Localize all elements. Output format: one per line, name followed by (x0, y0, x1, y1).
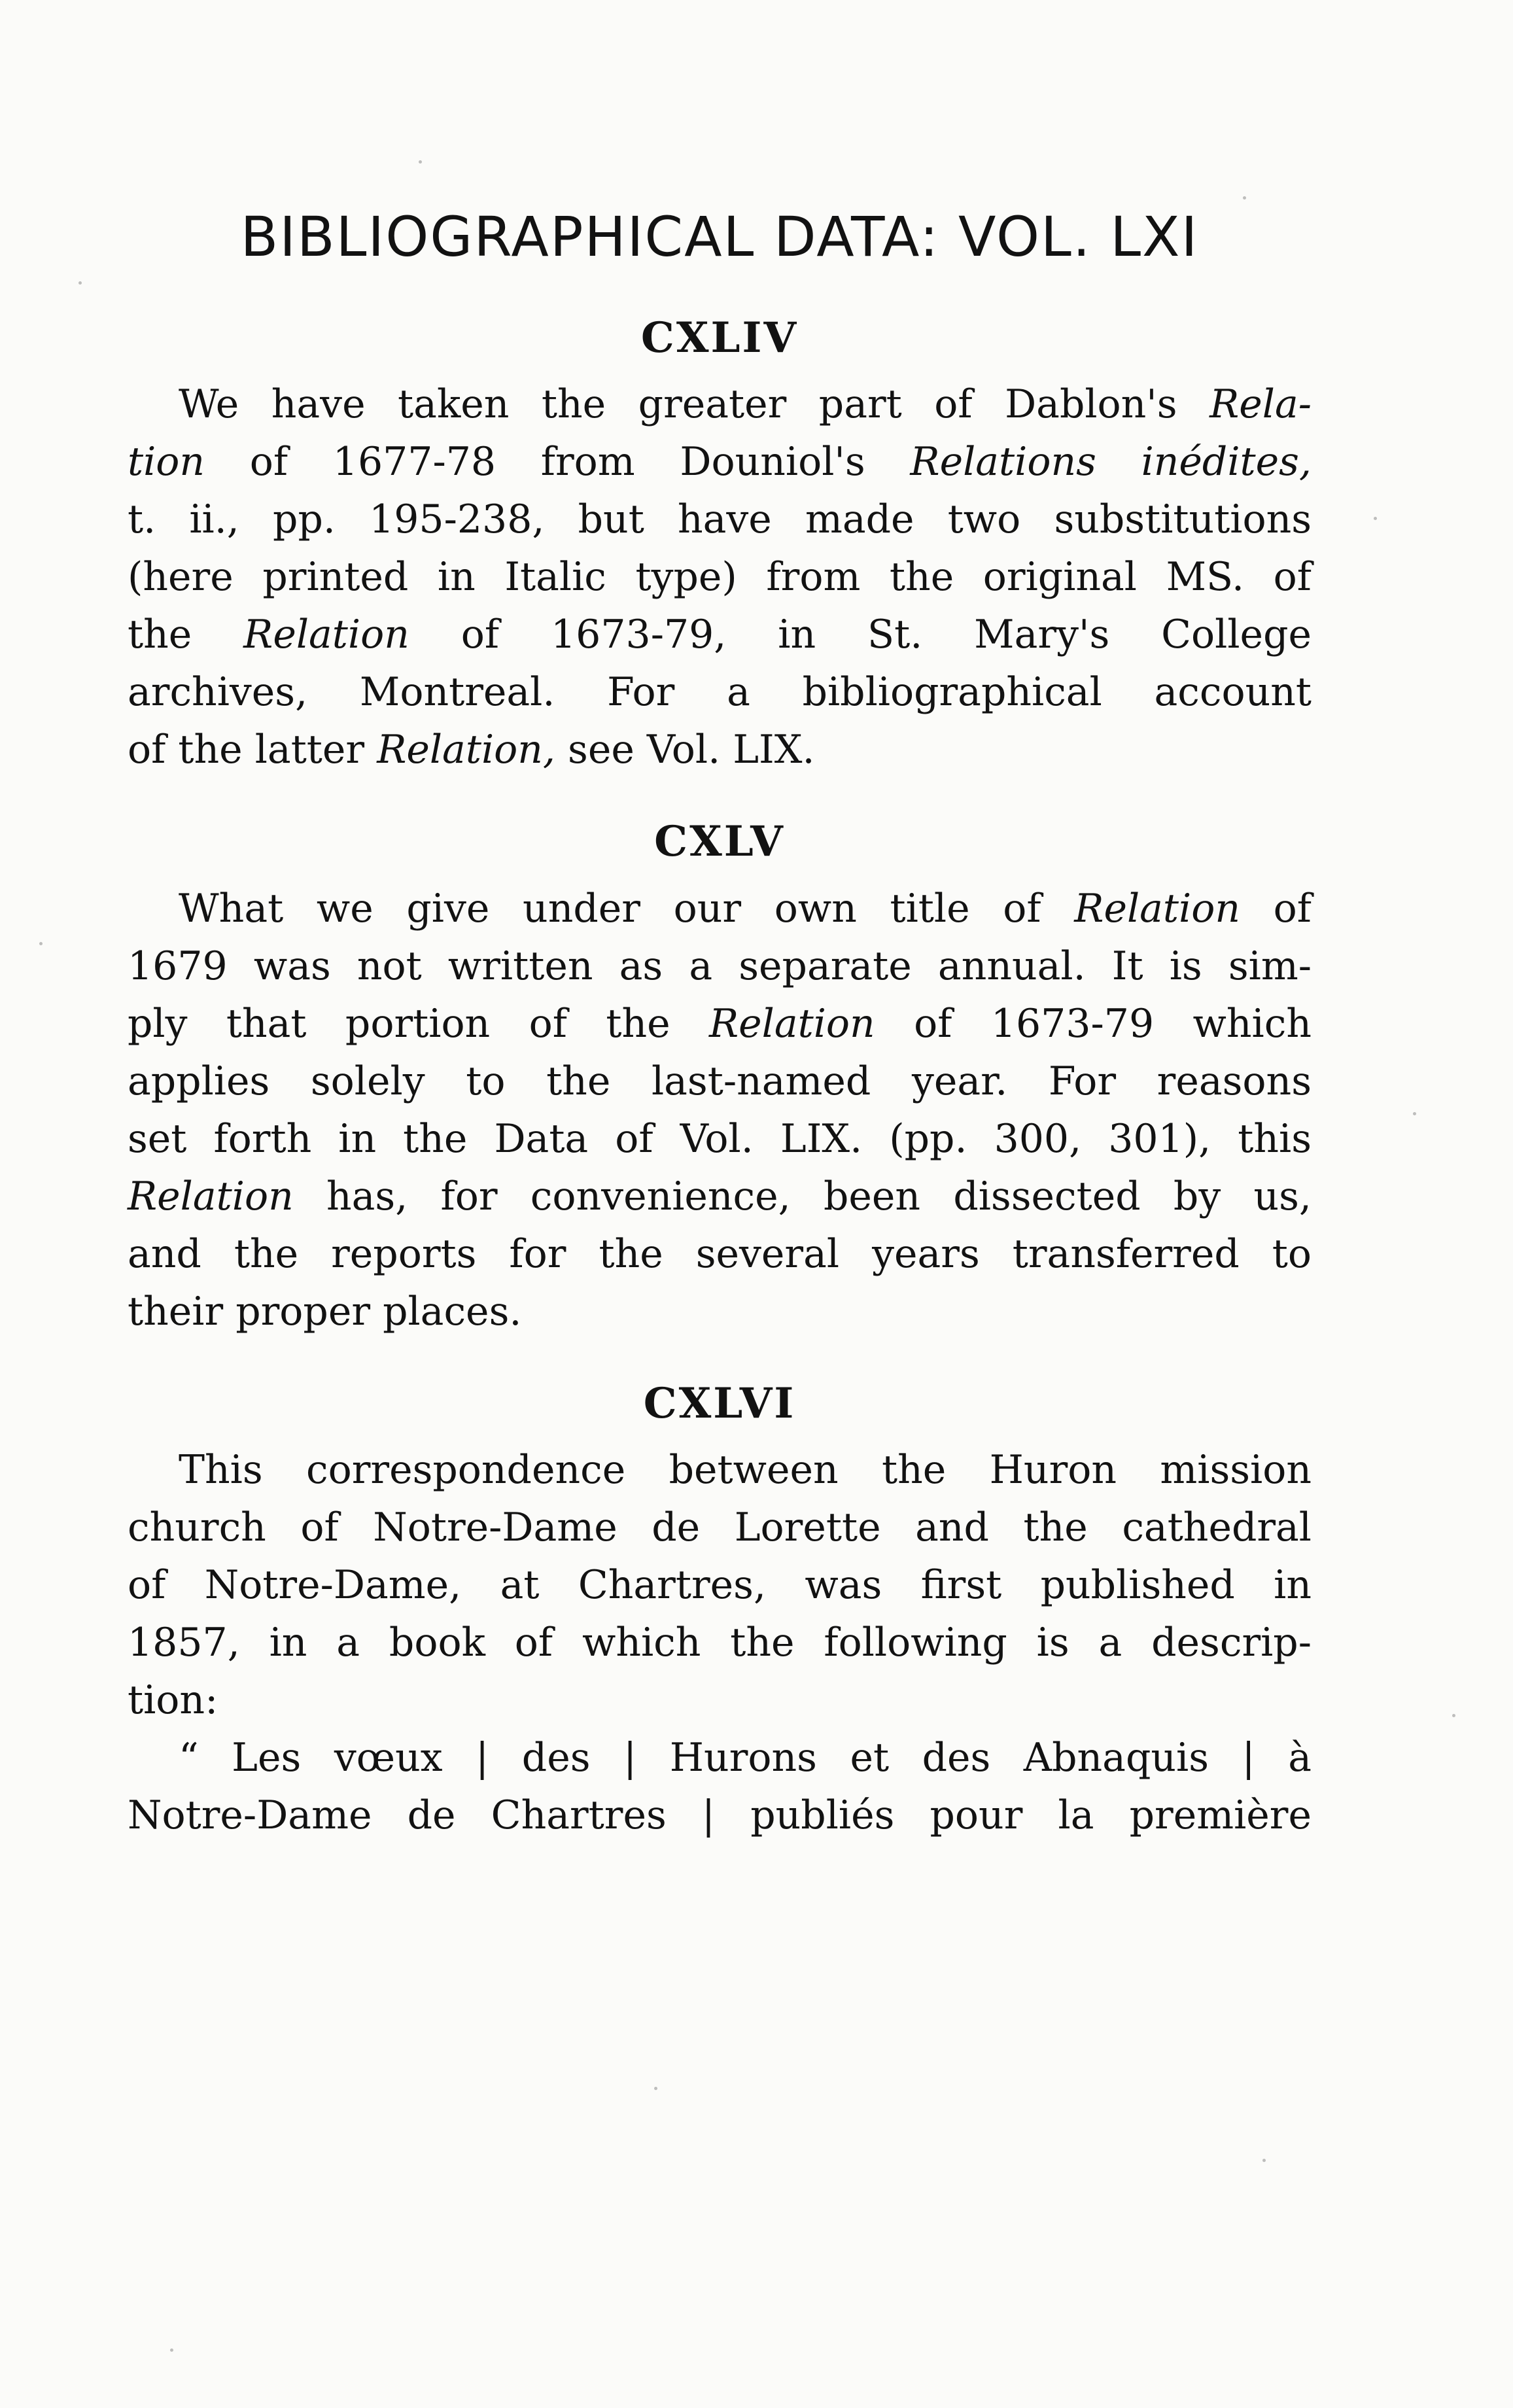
text-line: Notre-Dame de Chartres | publiés pour la première (128, 1792, 1312, 1839)
text-line: 1857, in a book of which the following is a descrip- (128, 1620, 1312, 1666)
paper-speck (654, 2087, 657, 2090)
paper-speck (78, 281, 82, 285)
page (128, 205, 1312, 1885)
text-line: “ Les vœux | des | Hurons et des Abnaquis | à (179, 1735, 1312, 1781)
section-cxliv (128, 315, 1312, 778)
paper-speck (1262, 2159, 1266, 2162)
text-line: t. ii., pp. 195-238, but have made two substitutions (128, 497, 1312, 543)
text-line: We have taken the greater part of Dablon's Rela- (179, 381, 1312, 428)
paragraph (128, 1441, 1312, 1844)
paper-speck (1374, 517, 1377, 520)
paragraph (128, 375, 1312, 778)
text-line: Relation has, for convenience, been dissected by us, (128, 1173, 1312, 1219)
paragraph (128, 880, 1312, 1340)
paper-speck (39, 942, 43, 945)
text-line: the Relation of 1673-79, in St. Mary's College (128, 612, 1312, 658)
section-cxlv (128, 819, 1312, 1340)
paper-speck (419, 160, 422, 164)
page-title: BIBLIOGRAPHICAL DATA: VOL. LXI (240, 205, 1199, 269)
text-line: set forth in the Data of Vol. LIX. (pp. 300, 301), this (128, 1115, 1312, 1162)
text-line: their proper places. (128, 1288, 522, 1335)
section-heading: CXLIV (640, 313, 799, 362)
text-line: This correspondence between the Huron mission (179, 1447, 1312, 1493)
section-cxlvi (128, 1378, 1312, 1844)
text-line: of the latter Relation, see Vol. LIX. (128, 727, 815, 773)
text-line: tion: (128, 1677, 218, 1724)
text-line: archives, Montreal. For a bibliographical account (128, 669, 1312, 716)
text-line: 1679 was not written as a separate annual. It is sim- (128, 943, 1312, 989)
text-line: ply that portion of the Relation of 1673-79 which (128, 1000, 1312, 1047)
paper-speck (170, 2348, 173, 2352)
text-line: and the reports for the several years transferred to (128, 1230, 1312, 1277)
section-heading: CXLVI (643, 1378, 796, 1428)
section-heading: CXLV (654, 817, 785, 867)
text-line: (here printed in Italic type) from the original MS. of (128, 554, 1312, 601)
text-line: What we give under our own title of Relation of (179, 885, 1312, 932)
paper-speck (1452, 1714, 1455, 1717)
text-line: applies solely to the last-named year. For reasons (128, 1058, 1312, 1104)
text-line: church of Notre-Dame de Lorette and the cathedral (128, 1505, 1312, 1551)
paper-speck (1413, 1112, 1416, 1115)
text-line: of Notre-Dame, at Chartres, was first published in (128, 1562, 1312, 1609)
text-line: tion of 1677-78 from Douniol's Relations inédites, (128, 439, 1312, 485)
paper-speck (1243, 196, 1246, 200)
